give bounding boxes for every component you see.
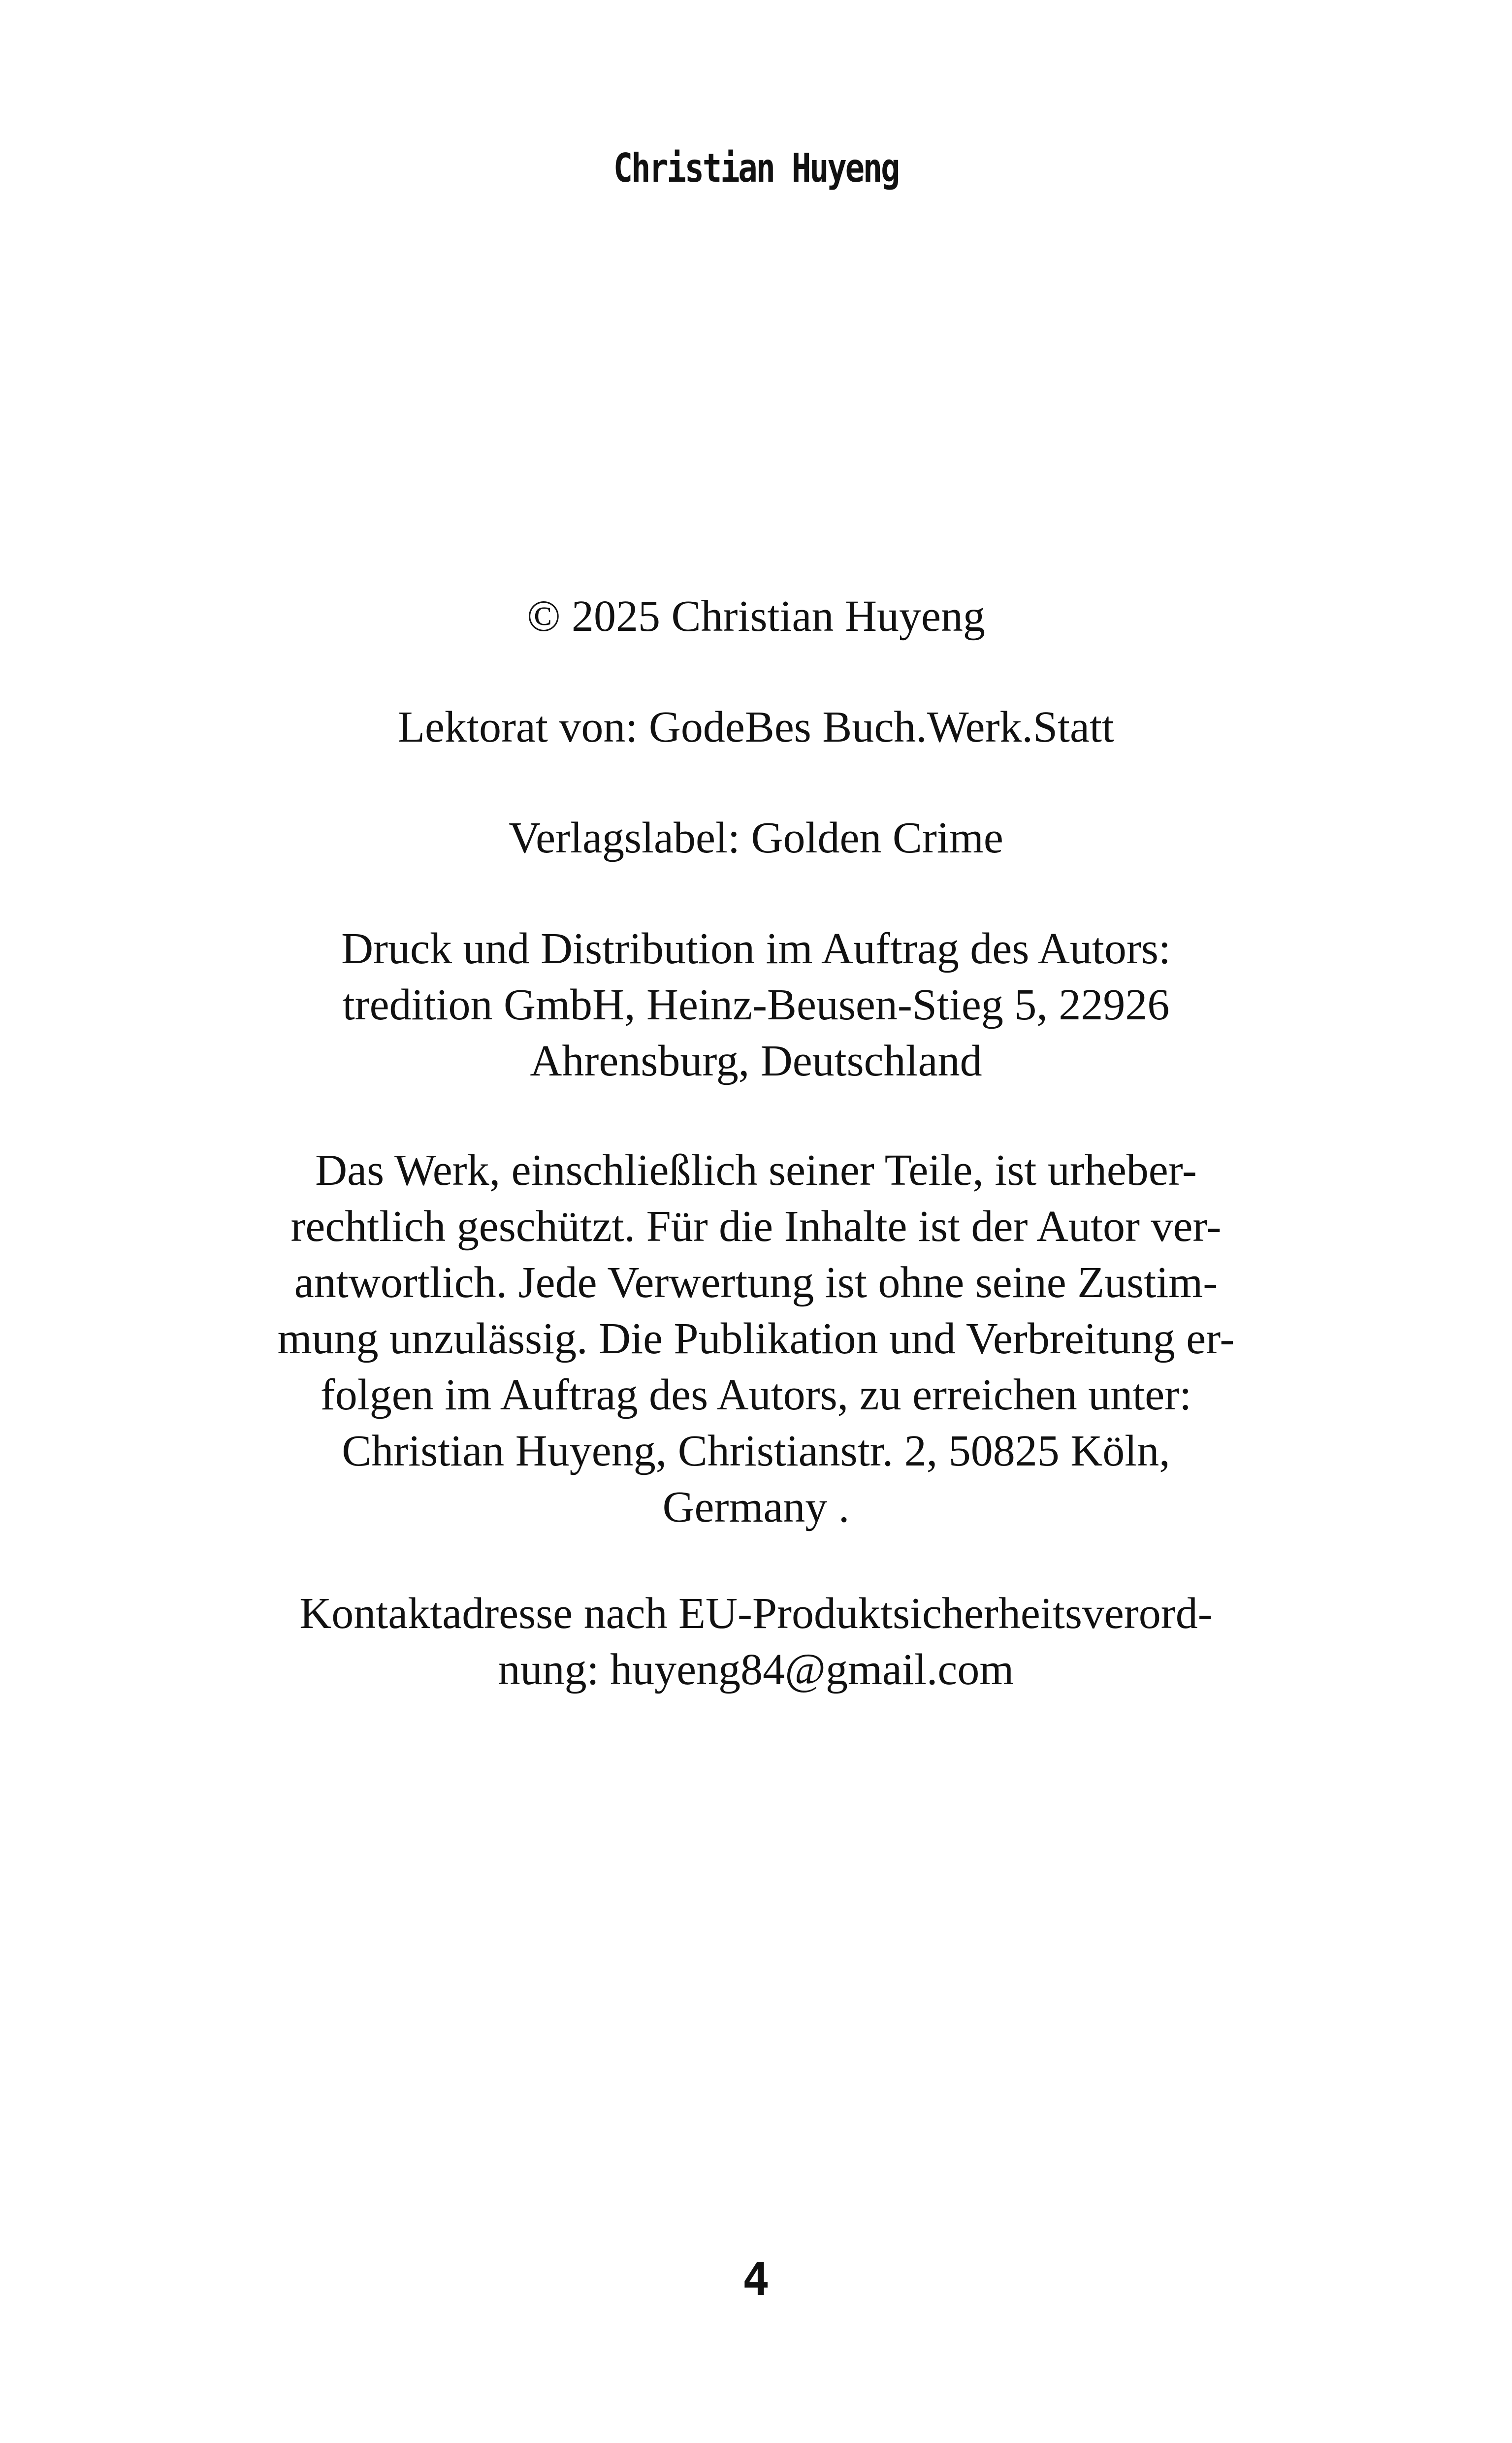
publisher-label	[0, 810, 1512, 866]
rights-line: rechtlich geschützt. Für die Inhalte ist der Autor ver-	[290, 1202, 1222, 1251]
printing-line: Druck und Distribution im Auftrag des Autors:	[341, 924, 1171, 973]
page-number: 4	[742, 2253, 770, 2306]
editing-credit	[0, 699, 1512, 755]
editing-line: Lektorat von: GodeBes Buch.Werk.Statt	[398, 703, 1114, 751]
rights-line: antwortlich. Jede Verwertung ist ohne seine Zustim-	[294, 1258, 1218, 1307]
rights-line: mung unzulässig. Die Publikation und Verbreitung er-	[277, 1314, 1235, 1363]
printing-line: tredition GmbH, Heinz-Beusen-Stieg 5, 22926	[342, 980, 1170, 1029]
printing-distribution	[0, 921, 1512, 1089]
rights-line: folgen im Auftrag des Autors, zu erreichen unter:	[320, 1370, 1192, 1419]
printing-line: Ahrensburg, Deutschland	[530, 1037, 982, 1085]
running-head: Christian Huyeng	[613, 145, 899, 191]
rights-line: Christian Huyeng, Christianstr. 2, 50825 Köln,	[342, 1427, 1170, 1475]
contact-line: nung: huyeng84@gmail.com	[498, 1645, 1014, 1694]
rights-statement	[0, 1142, 1512, 1535]
contact-line: Kontaktadresse nach EU-Produktsicherheitsverord-	[299, 1589, 1213, 1638]
copyright-notice	[0, 588, 1512, 645]
label-line: Verlagslabel: Golden Crime	[509, 814, 1003, 862]
copyright-line: © 2025 Christian Huyeng	[527, 592, 985, 641]
rights-line: Germany .	[662, 1483, 850, 1531]
contact-address	[0, 1586, 1512, 1698]
rights-line: Das Werk, einschließlich seiner Teile, ist urheber-	[315, 1146, 1197, 1195]
